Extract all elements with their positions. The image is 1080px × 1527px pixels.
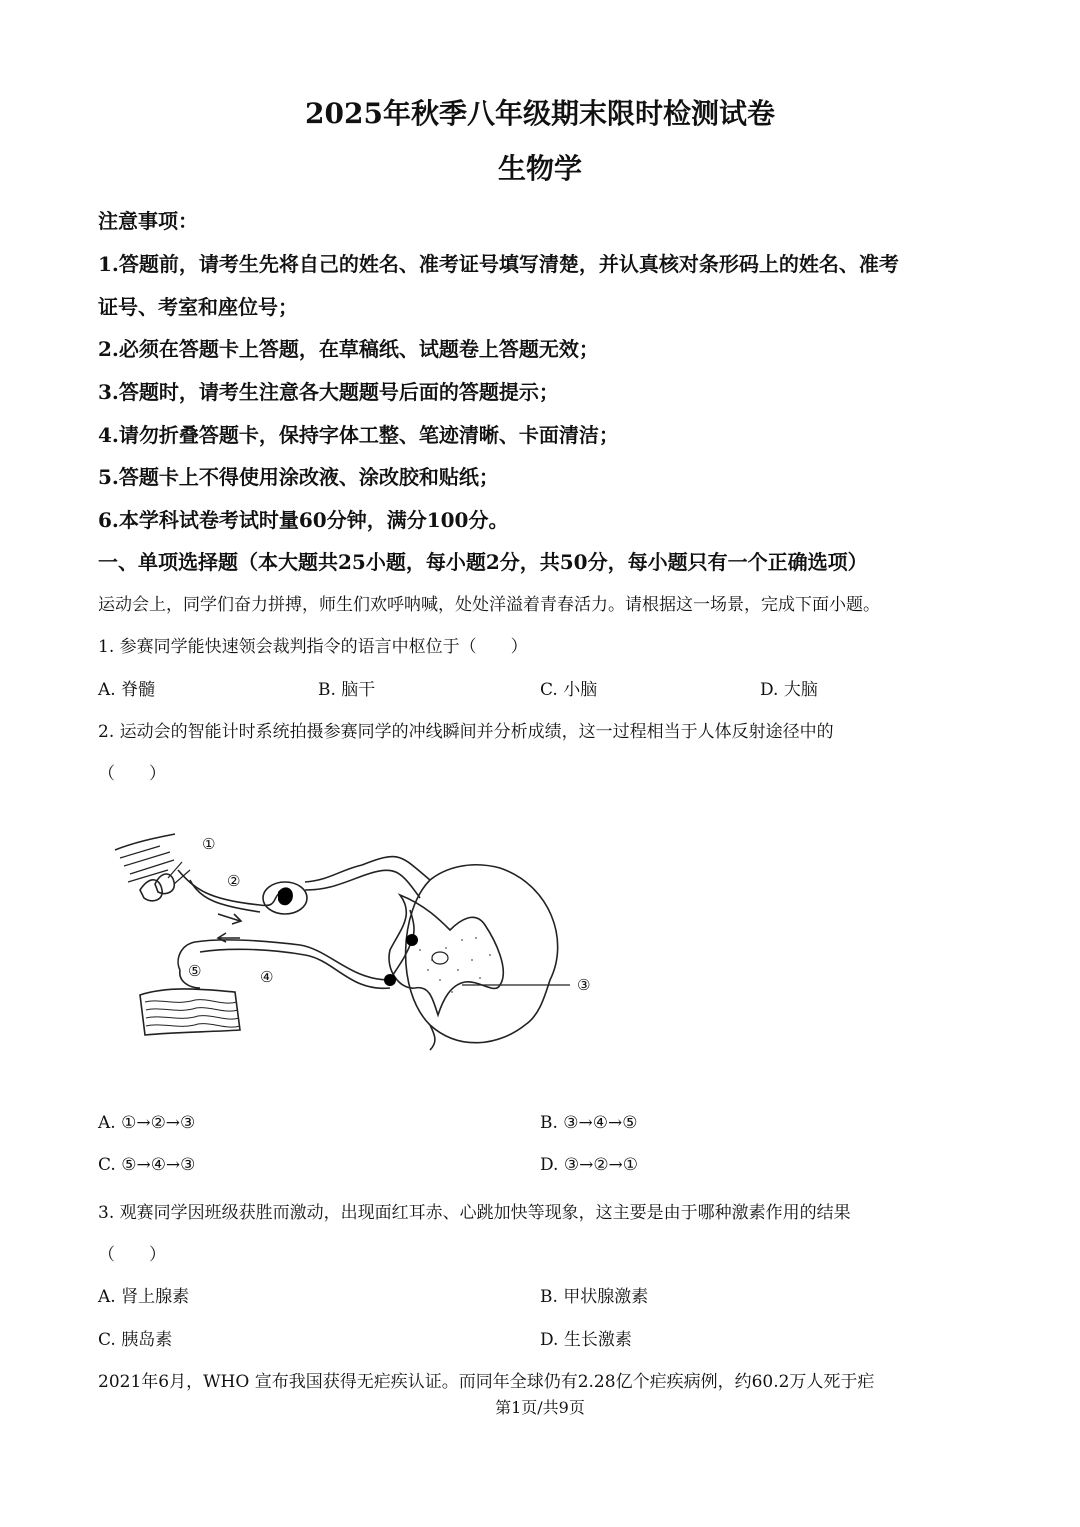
q2-option-a[interactable]: A. ①→②→③	[98, 1113, 196, 1133]
section-intro: 运动会上，同学们奋力拼搏，师生们欢呼呐喊，处处洋溢着青春活力。请根据这一场景，完成下面小题。	[98, 595, 880, 615]
question-2-stem-cont: （ ）	[98, 764, 166, 784]
q2-option-b[interactable]: B. ③→④→⑤	[540, 1113, 638, 1133]
q3-option-b[interactable]: B. 甲状腺激素	[540, 1287, 649, 1307]
diagram-label-3: ③	[577, 976, 591, 994]
q1-option-c[interactable]: C. 小脑	[540, 680, 598, 700]
motor-neuron-cell-body	[384, 974, 396, 986]
notice-item: 6.本学科试卷考试时量60分钟，满分100分。	[98, 508, 509, 532]
notice-item: 2.必须在答题卡上答题，在草稿纸、试题卷上答题无效；	[98, 337, 599, 361]
q2-option-c[interactable]: C. ⑤→④→③	[98, 1155, 196, 1175]
q1-option-d[interactable]: D. 大脑	[760, 680, 818, 700]
diagram-label-4: ④	[260, 968, 274, 986]
q3-option-c[interactable]: C. 胰岛素	[98, 1330, 173, 1350]
diagram-label-1: ①	[202, 835, 216, 853]
notice-item: 3.答题时，请考生注意各大题题号后面的答题提示；	[98, 380, 559, 404]
notice-item: 5.答题卡上不得使用涂改液、涂改胶和贴纸；	[98, 465, 499, 489]
notice-heading: 注意事项：	[98, 209, 198, 233]
q3-option-a[interactable]: A. 肾上腺素	[98, 1287, 190, 1307]
q2-option-d[interactable]: D. ③→②→①	[540, 1155, 639, 1175]
q1-option-b[interactable]: B. 脑干	[318, 680, 376, 700]
notice-item: 1.答题前，请考生先将自己的姓名、准考证号填写清楚，并认真核对条形码上的姓名、准考	[98, 252, 899, 276]
notice-item: 证号、考室和座位号；	[98, 295, 298, 319]
page-footer: 第1页/共9页	[495, 1398, 585, 1417]
subject-title: 生物学	[497, 152, 582, 185]
question-1-stem: 1. 参赛同学能快速领会裁判指令的语言中枢位于（ ）	[98, 637, 528, 657]
reflex-arc-diagram	[100, 820, 620, 1060]
q1-option-a[interactable]: A. 脊髓	[98, 680, 156, 700]
interneuron-cell-body	[406, 934, 418, 946]
question-3-stem-cont: （ ）	[98, 1245, 166, 1265]
q3-option-d[interactable]: D. 生长激素	[540, 1330, 632, 1350]
diagram-label-5: ⑤	[188, 962, 202, 980]
trailing-paragraph: 2021年6月，WHO 宣布我国获得无疟疾认证。而同年全球仍有2.28亿个疟疾病例，约60.2万人死于疟	[98, 1372, 875, 1392]
exam-title: 2025年秋季八年级期末限时检测试卷	[305, 97, 775, 130]
question-3-stem: 3. 观赛同学因班级获胜而激动，出现面红耳赤、心跳加快等现象，这主要是由于哪种激素作用的结果	[98, 1203, 851, 1223]
notice-item: 4.请勿折叠答题卡，保持字体工整、笔迹清晰、卡面清洁；	[98, 423, 619, 447]
diagram-label-2: ②	[227, 872, 241, 890]
question-2-stem: 2. 运动会的智能计时系统拍摄参赛同学的冲线瞬间并分析成绩，这一过程相当于人体反射途径中的	[98, 722, 834, 742]
section-heading: 一、单项选择题（本大题共25小题，每小题2分，共50分，每小题只有一个正确选项）	[98, 550, 868, 574]
